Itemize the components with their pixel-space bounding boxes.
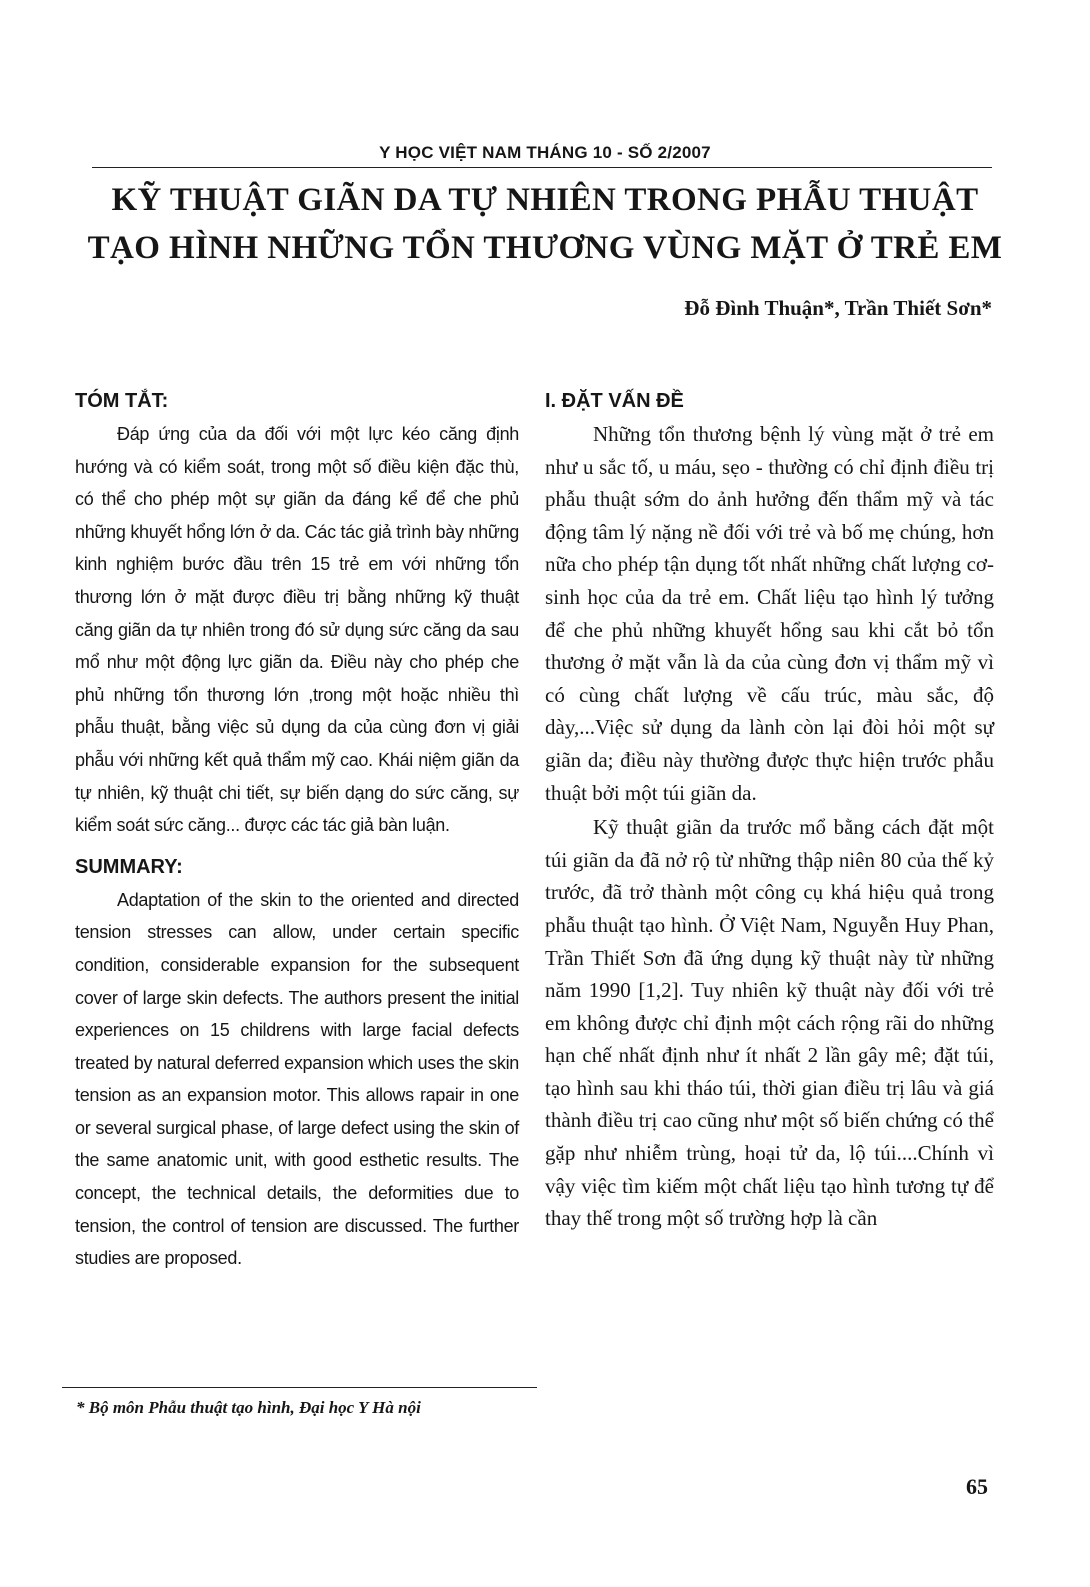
running-header: Y HỌC VIỆT NAM THÁNG 10 - SỐ 2/2007 <box>379 143 711 162</box>
footnote-rule <box>62 1387 537 1388</box>
title-line-1: KỸ THUẬT GIÃN DA TỰ NHIÊN TRONG PHẪU THUẬT <box>111 182 979 218</box>
page-number: 65 <box>966 1474 988 1499</box>
abstract-vi-text: Đáp ứng của da đối với một lực kéo căng định hướng và có kiểm soát, trong một số điều kiện đặc thù, có thể cho phép một sự giãn da đáng kể để che phủ những khuyết hổng lớn ở da. Các tác giả trình bày những kinh nghiệm bước đầu trên 15 trẻ em với những tổn thương lớn ở mặt được điều trị bằng những kỹ thuật căng giãn da tự nhiên trong đó sử dụng sức căng da sau mổ như một động lực giãn da. Điều này cho phép che phủ những tổn thương lớn ,trong một hoặc nhiều thì phẫu thuật, bằng việc sủ dụng da của cùng đơn vị giải phẫu với những kết quả thẩm mỹ cao. Khái niệm giãn da tự nhiên, kỹ thuật chi tiết, sự biến dạng do sức căng, sự kiểm soát sức căng... được các tác giả bàn luận. <box>75 424 519 836</box>
abstract-en-text: Adaptation of the skin to the oriented and directed tension stresses can allow, under certain specific condition, considerable expansion for the subsequent cover of large skin defects. The authors present the initial experiences on 15 childrens with large facial defects treated by natural deferred expansion which uses the skin tension as an expansion motor. This allows rapair in one or several surgical phase, of large defect using the skin of the same anatomic unit, with good esthetic results. The concept, the technical details, the deformities due to tension, the control of tension are discussed. The further studies are proposed. <box>75 889 519 1269</box>
section-1-paragraph-2: Kỹ thuật giãn da trước mổ bằng cách đặt một túi giãn da đã nở rộ từ những thập niên 80 của thế kỷ trước, đã trở thành một công cụ khá hiệu quả trong phẫu thuật tạo hình. Ở Việt Nam, Nguyễn Huy Phan, Trần Thiết Sơn đã ứng dụng kỹ thuật này từ những năm 1990 [1,2]. Tuy nhiên kỹ thuật này đối với trẻ em không được chỉ định một cách rộng rãi do những hạn chế nhất định như ít nhất 2 lần gây mê; đặt túi, tạo hình sau khi tháo túi, thời gian điều trị lâu và giá thành điều trị cao cũng như một số biến chứng có thể gặp như nhiễm trùng, hoại tử da, lộ túi....Chính vì vậy việc tìm kiếm một chất liệu tạo hình tương tự để thay thế trong một số trường hợp là cần <box>545 815 994 1231</box>
abstract-en-heading: SUMMARY: <box>75 855 183 878</box>
authors: Đỗ Đình Thuận*, Trần Thiết Sơn* <box>684 296 992 320</box>
title-line-2: TẠO HÌNH NHỮNG TỔN THƯƠNG VÙNG MẶT Ở TRẺ EM <box>87 230 1003 266</box>
right-column <box>545 388 994 1235</box>
abstract-vi-heading: TÓM TẮT: <box>75 390 169 412</box>
header-rule <box>92 167 992 168</box>
left-column <box>75 388 519 1275</box>
section-1-paragraph-1: Những tổn thương bệnh lý vùng mặt ở trẻ em như u sắc tố, u máu, sẹo - thường có chỉ định điều trị phẫu thuật sớm do ảnh hưởng đến thẩm mỹ và tác động tâm lý nặng nề đối với trẻ và bố mẹ chúng, hơn nữa cho phép tận dụng tốt nhất những chất lượng cơ-sinh học của da trẻ em. Chất liệu tạo hình lý tưởng để che phủ những khuyết hổng sau khi cắt bỏ tổn thương ở mặt vẫn là da của cùng đơn vị thẩm mỹ vì có cùng chất lượng về cấu trúc, màu sắc, độ dày,...Việc sử dụng da lành còn lại đòi hỏi một sự giãn da; điều này thường được thực hiện trước phẫu thuật bởi một túi giãn da. <box>545 422 994 805</box>
footnote: * Bộ môn Phẫu thuật tạo hình, Đại học Y Hà nội <box>76 1398 421 1417</box>
article-title <box>60 176 1030 272</box>
section-1-heading: I. ĐẶT VẤN ĐỀ <box>545 390 684 412</box>
